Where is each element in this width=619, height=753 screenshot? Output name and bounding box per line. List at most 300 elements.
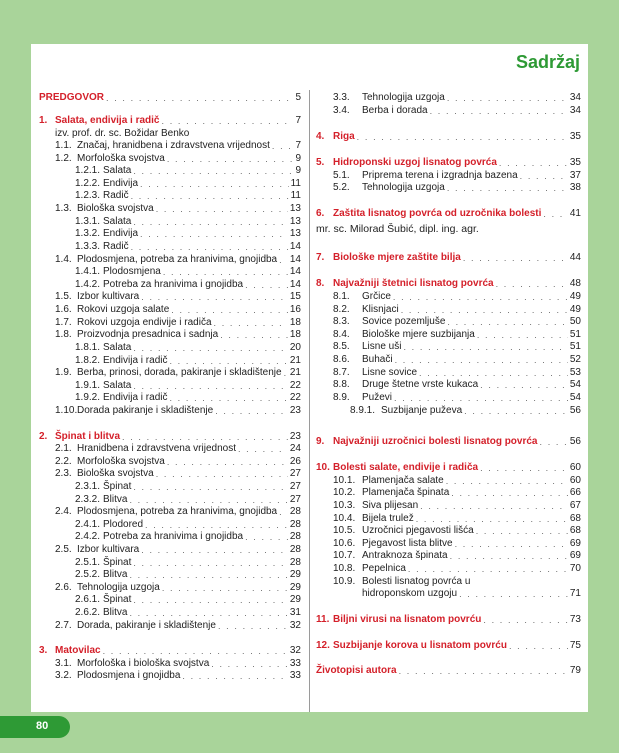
toc-entry-page: 68 (569, 513, 581, 524)
toc-entry (39, 92, 301, 104)
toc-entry-page: 52 (569, 354, 581, 365)
toc-leader-dots (459, 588, 568, 600)
toc-leader-dots (156, 203, 288, 215)
toc-leader-dots (450, 550, 568, 562)
toc-entry-page: 13 (289, 228, 301, 239)
toc-entry-number: 1. (39, 115, 48, 126)
toc-entry (316, 291, 581, 303)
toc-entry (39, 291, 301, 303)
toc-entry-number: 2.3. (55, 468, 72, 479)
toc-entry (39, 266, 301, 278)
toc-entry-number: 2. (39, 431, 48, 442)
toc-entry-number: 1.3.1. (75, 216, 101, 227)
toc-entry (39, 506, 301, 518)
toc-entry (39, 645, 301, 657)
toc-entry-number: 2.3.2. (75, 494, 101, 505)
toc-leader-dots (480, 379, 568, 391)
toc-entry (316, 105, 581, 117)
toc-entry-page: 29 (289, 582, 301, 593)
toc-leader-dots (129, 569, 287, 581)
toc-leader-dots (543, 208, 568, 220)
toc-entry (39, 380, 301, 392)
toc-entry-number: 9. (316, 436, 325, 447)
toc-entry-number: 10.8. (333, 563, 356, 574)
toc-entry-title: Plodored (103, 519, 144, 530)
toc-entry (316, 665, 581, 677)
toc-entry-page: 75 (569, 640, 581, 651)
toc-leader-dots (476, 525, 568, 537)
toc-entry-page: 7 (295, 140, 301, 151)
toc-entry (39, 544, 301, 556)
toc-entry-number: 1.2.2. (75, 178, 101, 189)
toc-entry-page: 56 (569, 405, 581, 416)
toc-entry-page: 23 (289, 431, 301, 442)
toc-leader-dots (140, 178, 289, 190)
toc-entry-number: 10. (316, 462, 330, 473)
toc-leader-dots (214, 317, 288, 329)
toc-entry-page: 21 (289, 355, 301, 366)
toc-entry-number: 5.1. (333, 170, 350, 181)
toc-leader-dots (211, 658, 288, 670)
toc-entry (39, 355, 301, 367)
toc-entry-page: 14 (289, 241, 301, 252)
toc-entry-number: 1.8. (55, 329, 72, 340)
toc-leader-dots (393, 291, 568, 303)
toc-leader-dots (480, 462, 568, 474)
toc-entry-title: Rokovi uzgoja salate (77, 304, 170, 315)
toc-entry-number: 10.9. (333, 576, 356, 587)
toc-entry-page: 27 (289, 468, 301, 479)
toc-entry-page: 29 (289, 569, 301, 580)
toc-entry-number: 5.2. (333, 182, 350, 193)
toc-entry-page: 9 (295, 153, 301, 164)
toc-entry-title: Plamenjača špinata (362, 487, 450, 498)
toc-entry-page: 49 (569, 291, 581, 302)
toc-leader-dots (133, 216, 288, 228)
toc-entry-page: 22 (289, 380, 301, 391)
toc-leader-dots (133, 165, 293, 177)
toc-entry-number: 10.2. (333, 487, 356, 498)
toc-entry-page: 27 (289, 481, 301, 492)
toc-entry (316, 462, 581, 474)
toc-entry-page: 32 (289, 645, 301, 656)
toc-entry (316, 354, 581, 366)
toc-entry-page: 20 (289, 342, 301, 353)
toc-entry-number: 3.3. (333, 92, 350, 103)
toc-entry-title: Bolesti salate, endivije i radiča (333, 462, 479, 473)
toc-entry-title: Endivija (103, 228, 139, 239)
toc-entry (39, 342, 301, 354)
toc-entry-title: Suzbijanje korova u lisnatom povrću (333, 640, 507, 651)
toc-entry-title: Hranidbena i zdravstvena vrijednost (77, 443, 236, 454)
toc-entry-page: 41 (569, 208, 581, 219)
toc-entry-page: 28 (289, 506, 301, 517)
toc-entry (39, 304, 301, 316)
toc-entry-page: 18 (289, 329, 301, 340)
toc-entry (39, 594, 301, 606)
toc-entry (39, 519, 301, 531)
toc-entry-number: 8.2. (333, 304, 350, 315)
toc-entry-title: Biljni virusi na lisnatom povrću (333, 614, 482, 625)
toc-leader-dots (403, 341, 567, 353)
toc-entry-title: Dorada, pakiranje i skladištenje (77, 620, 216, 631)
toc-entry-title: Biološke mjere suzbijanja (362, 329, 475, 340)
toc-leader-dots (455, 538, 568, 550)
toc-entry-number: 1.2. (55, 153, 72, 164)
toc-entry-page: 5 (295, 92, 301, 103)
toc-entry (316, 563, 581, 575)
toc-entry-page: 18 (289, 317, 301, 328)
toc-entry-title: Druge štetne vrste kukaca (362, 379, 479, 390)
toc-entry-page: 33 (289, 670, 301, 681)
toc-entry (39, 392, 301, 404)
toc-leader-dots (463, 252, 568, 264)
toc-entry (39, 128, 301, 140)
toc-entry-title: Špinat i blitva (55, 431, 121, 442)
toc-entry (39, 582, 301, 594)
toc-entry (316, 640, 581, 652)
toc-entry-number: 2.5. (55, 544, 72, 555)
toc-entry-title: Špinat (103, 557, 132, 568)
toc-entry-number: 8.9. (333, 392, 350, 403)
toc-entry-title: Biološke mjere zaštite bilja (333, 252, 461, 263)
toc-leader-dots (131, 190, 289, 202)
toc-entry-title: Izbor kultivara (77, 544, 140, 555)
toc-entry-page: 28 (289, 544, 301, 555)
toc-entry-page: 34 (569, 92, 581, 103)
toc-entry-title: Salata (103, 342, 132, 353)
toc-entry-page: 35 (569, 157, 581, 168)
toc-entry-number: 2.6.2. (75, 607, 101, 618)
toc-entry-number: 8.6. (333, 354, 350, 365)
toc-entry-title: izv. prof. dr. sc. Božidar Benko (55, 128, 190, 139)
toc-entry (39, 481, 301, 493)
toc-leader-dots (141, 291, 288, 303)
toc-leader-dots (133, 481, 288, 493)
toc-leader-dots (477, 329, 568, 341)
toc-entry-title: Suzbijanje puževa (381, 405, 463, 416)
toc-entry-number: 1.2.1. (75, 165, 101, 176)
toc-entry-title: Značaj, hranidbena i zdravstvena vrijednost (77, 140, 270, 151)
toc-entry-title: Plodosmjena i gnojidba (77, 670, 181, 681)
toc-entry-page: 21 (289, 367, 301, 378)
toc-entry-number: 8.4. (333, 329, 350, 340)
page-number-badge (0, 716, 70, 738)
toc-entry-page: 31 (289, 607, 301, 618)
toc-entry-number: 11. (316, 614, 330, 625)
toc-leader-dots (106, 92, 293, 104)
toc-leader-dots (156, 468, 288, 480)
toc-entry-number: 1.3. (55, 203, 72, 214)
toc-entry-title: Zaštita lisnatog povrća od uzročnika bolesti (333, 208, 542, 219)
toc-entry-page: 9 (295, 165, 301, 176)
toc-entry-page: 11 (290, 190, 301, 201)
toc-entry (39, 620, 301, 632)
toc-entry-page: 35 (569, 131, 581, 142)
toc-leader-dots (245, 531, 288, 543)
toc-entry (39, 569, 301, 581)
toc-entry-title: Lisne uši (362, 341, 402, 352)
toc-entry-title: Bijela trulež (362, 513, 414, 524)
toc-entry-number: 1.4. (55, 254, 72, 265)
toc-entry-title: Radič (103, 190, 129, 201)
toc-entry-title: Morfološka svojstva (77, 456, 165, 467)
toc-leader-dots (509, 640, 568, 652)
toc-entry-title: Morfološka i biološka svojstva (77, 658, 210, 669)
toc-leader-dots (162, 115, 294, 127)
toc-entry-number: 1.9. (55, 367, 72, 378)
toc-entry-title: Endivija i radič (103, 392, 168, 403)
toc-entry-title: Riga (333, 131, 355, 142)
toc-entry (316, 525, 581, 537)
toc-leader-dots (141, 544, 288, 556)
toc-entry-number: 10.6. (333, 538, 356, 549)
toc-entry-number: 2.3.1. (75, 481, 101, 492)
toc-entry-number: 3.2. (55, 670, 72, 681)
toc-entry-title: Proizvodnja presadnica i sadnja (77, 329, 219, 340)
toc-entry-number: 1.5. (55, 291, 72, 302)
toc-entry (39, 140, 301, 152)
toc-entry (39, 670, 301, 682)
toc-entry (39, 494, 301, 506)
toc-entry (39, 178, 301, 190)
toc-leader-dots (451, 487, 568, 499)
toc-entry-title: Buhači (362, 354, 393, 365)
toc-leader-dots (140, 228, 288, 240)
toc-entry-title: Potreba za hranivima i gnojidba (103, 279, 244, 290)
toc-entry-title: Sovice pozemljuše (362, 316, 446, 327)
toc-entry-number: 2.7. (55, 620, 72, 631)
toc-entry-page: 44 (569, 252, 581, 263)
toc-leader-dots (220, 329, 288, 341)
toc-entry-page: 15 (289, 291, 301, 302)
toc-entry-title: PREDGOVOR (39, 92, 105, 103)
toc-entry-page: 13 (289, 216, 301, 227)
toc-entry-title: Plodosmjena, potreba za hranivima, gnojidba (77, 506, 278, 517)
toc-entry-title: hidroponskom uzgoju (362, 588, 458, 599)
toc-entry-page: 69 (569, 550, 581, 561)
toc-entry-number: 2.6.1. (75, 594, 101, 605)
toc-entry-title: Pjegavost lista blitve (362, 538, 453, 549)
toc-entry-number: 1.3.2. (75, 228, 101, 239)
toc-entry (39, 153, 301, 165)
toc-entry (39, 203, 301, 215)
toc-entry-title: Najvažniji uzročnici bolesti lisnatog povrća (333, 436, 538, 447)
toc-entry (39, 115, 301, 127)
toc-entry (39, 254, 301, 266)
toc-entry-title: Blitva (103, 494, 128, 505)
toc-leader-dots (215, 405, 288, 417)
toc-entry (39, 557, 301, 569)
toc-entry-title: Bolesti lisnatog povrća u (362, 576, 471, 587)
toc-entry (316, 341, 581, 353)
toc-entry-page: 23 (289, 405, 301, 416)
toc-entry-number: 7. (316, 252, 325, 263)
toc-entry-title: Antraknoza špinata (362, 550, 448, 561)
toc-entry (39, 329, 301, 341)
toc-entry-title: mr. sc. Milorad Šubić, dipl. ing. agr. (316, 223, 479, 235)
toc-entry-title: Tehnologija uzgoja (362, 182, 445, 193)
toc-entry (39, 216, 301, 228)
toc-entry (316, 208, 581, 220)
toc-entry-title: Radič (103, 241, 129, 252)
toc-entry-number: 5. (316, 157, 325, 168)
toc-leader-dots (464, 405, 568, 417)
toc-entry (316, 92, 581, 104)
toc-entry-page: 14 (289, 266, 301, 277)
toc-entry-title: Salata, endivija i radič (55, 115, 160, 126)
toc-entry-number: 8.1. (333, 291, 350, 302)
toc-entry-number: 6. (316, 208, 325, 219)
toc-entry (316, 223, 581, 235)
toc-leader-dots (167, 456, 288, 468)
toc-entry (316, 614, 581, 626)
toc-entry-number: 1.9.1. (75, 380, 101, 391)
toc-entry-page: 28 (289, 557, 301, 568)
toc-entry (39, 607, 301, 619)
toc-entry-page: 54 (569, 392, 581, 403)
toc-entry-number: 3.1. (55, 658, 72, 669)
toc-entry (39, 367, 301, 379)
toc-entry-number: 10.3. (333, 500, 356, 511)
toc-entry-page: 69 (569, 538, 581, 549)
toc-entry-page: 24 (289, 443, 301, 454)
toc-leader-dots (408, 563, 568, 575)
toc-entry-title: Blitva (103, 569, 128, 580)
toc-entry-number: 1.7. (55, 317, 72, 328)
toc-entry-page: 11 (290, 178, 301, 189)
toc-entry-page: 32 (289, 620, 301, 631)
toc-entry-number: 8. (316, 278, 325, 289)
toc-entry-page: 14 (289, 254, 301, 265)
toc-entry-page: 33 (289, 658, 301, 669)
toc-entry (39, 443, 301, 455)
toc-entry-title: Biološka svojstva (77, 468, 154, 479)
toc-entry-number: 2.4.2. (75, 531, 101, 542)
toc-entry-page: 13 (289, 203, 301, 214)
toc-leader-dots (218, 620, 288, 632)
toc-leader-dots (182, 670, 287, 682)
toc-leader-dots (447, 316, 568, 328)
toc-entry-number: 2.6. (55, 582, 72, 593)
toc-entry-title: Potreba za hranivima i gnojidba (103, 531, 244, 542)
toc-entry (316, 576, 581, 588)
toc-entry-title: Životopisi autora (316, 665, 397, 676)
toc-entry (316, 487, 581, 499)
toc-entry (316, 304, 581, 316)
toc-entry-page: 7 (295, 115, 301, 126)
toc-entry-number: 10.4. (333, 513, 356, 524)
toc-entry-number: 1.6. (55, 304, 72, 315)
toc-entry-number: 10.1. (333, 475, 356, 486)
toc-leader-dots (162, 582, 288, 594)
toc-entry (316, 405, 581, 417)
toc-entry (39, 279, 301, 291)
toc-entry-title: Tehnologija uzgoja (362, 92, 445, 103)
toc-entry (316, 170, 581, 182)
toc-leader-dots (129, 494, 287, 506)
toc-leader-dots (499, 157, 568, 169)
toc-entry-page: 60 (569, 475, 581, 486)
toc-leader-dots (133, 342, 288, 354)
toc-entry-title: Hidroponski uzgoj lisnatog povrća (333, 157, 497, 168)
toc-leader-dots (279, 254, 288, 266)
toc-entry (39, 190, 301, 202)
toc-leader-dots (284, 367, 288, 379)
toc-entry (39, 317, 301, 329)
toc-entry (39, 531, 301, 543)
page-title: Sadržaj (515, 52, 580, 72)
toc-entry-number: 1.4.1. (75, 266, 101, 277)
toc-entry-page: 28 (289, 519, 301, 530)
toc-entry (39, 658, 301, 670)
toc-leader-dots (272, 140, 294, 152)
toc-entry (316, 436, 581, 448)
toc-entry-number: 2.4.1. (75, 519, 101, 530)
toc-entry-title: Berba, prinosi, dorada, pakiranje i skladištenje (77, 367, 282, 378)
toc-entry-number: 1.2.3. (75, 190, 101, 201)
toc-entry-page: 26 (289, 456, 301, 467)
toc-leader-dots (416, 513, 568, 525)
toc-leader-dots (357, 131, 568, 143)
toc-entry-title: Plamenjača salate (362, 475, 444, 486)
toc-leader-dots (446, 475, 568, 487)
toc-entry (39, 431, 301, 443)
toc-leader-dots (394, 392, 568, 404)
toc-entry-number: 8.9.1. (350, 405, 376, 416)
toc-leader-dots (245, 279, 288, 291)
toc-leader-dots (395, 354, 568, 366)
toc-entry (316, 329, 581, 341)
toc-entry-number: 2.5.2. (75, 569, 101, 580)
toc-entry (316, 392, 581, 404)
toc-entry-page: 51 (569, 341, 581, 352)
toc-leader-dots (483, 614, 568, 626)
toc-entry-page: 66 (569, 487, 581, 498)
toc-entry-number: 10.5. (333, 525, 356, 536)
toc-entry (316, 316, 581, 328)
toc-entry (316, 513, 581, 525)
toc-entry (316, 500, 581, 512)
toc-entry-page: 34 (569, 105, 581, 116)
toc-entry-title: Grčice (362, 291, 391, 302)
toc-entry-number: 2.2. (55, 456, 72, 467)
toc-entry-number: 10.7. (333, 550, 356, 561)
toc-entry-title: Siva plijesan (362, 500, 419, 511)
toc-entry-title: Špinat (103, 481, 132, 492)
toc-entry-title: Berba i dorada (362, 105, 428, 116)
toc-leader-dots (279, 506, 288, 518)
toc-entry-page: 14 (289, 279, 301, 290)
toc-entry-number: 2.1. (55, 443, 72, 454)
toc-leader-dots (122, 431, 288, 443)
toc-entry-number: 2.5.1. (75, 557, 101, 568)
toc-entry-number: 1.10. (55, 405, 78, 416)
toc-entry-page: 56 (569, 436, 581, 447)
toc-entry-page: 38 (569, 182, 581, 193)
toc-page (31, 44, 588, 712)
toc-entry-page: 53 (569, 367, 581, 378)
toc-entry-title: Puževi (362, 392, 393, 403)
toc-entry-title: Matovilac (55, 645, 101, 656)
toc-entry-title: Priprema terena i izgradnja bazena (362, 170, 518, 181)
toc-entry-title: Najvažniji štetnici lisnatog povrća (333, 278, 494, 289)
toc-entry-title: Dorada pakiranje i skladištenje (77, 405, 214, 416)
toc-entry (316, 367, 581, 379)
toc-entry-page: 49 (569, 304, 581, 315)
toc-entry-title: Rokovi uzgoja endivije i radiča (77, 317, 212, 328)
toc-entry (39, 241, 301, 253)
